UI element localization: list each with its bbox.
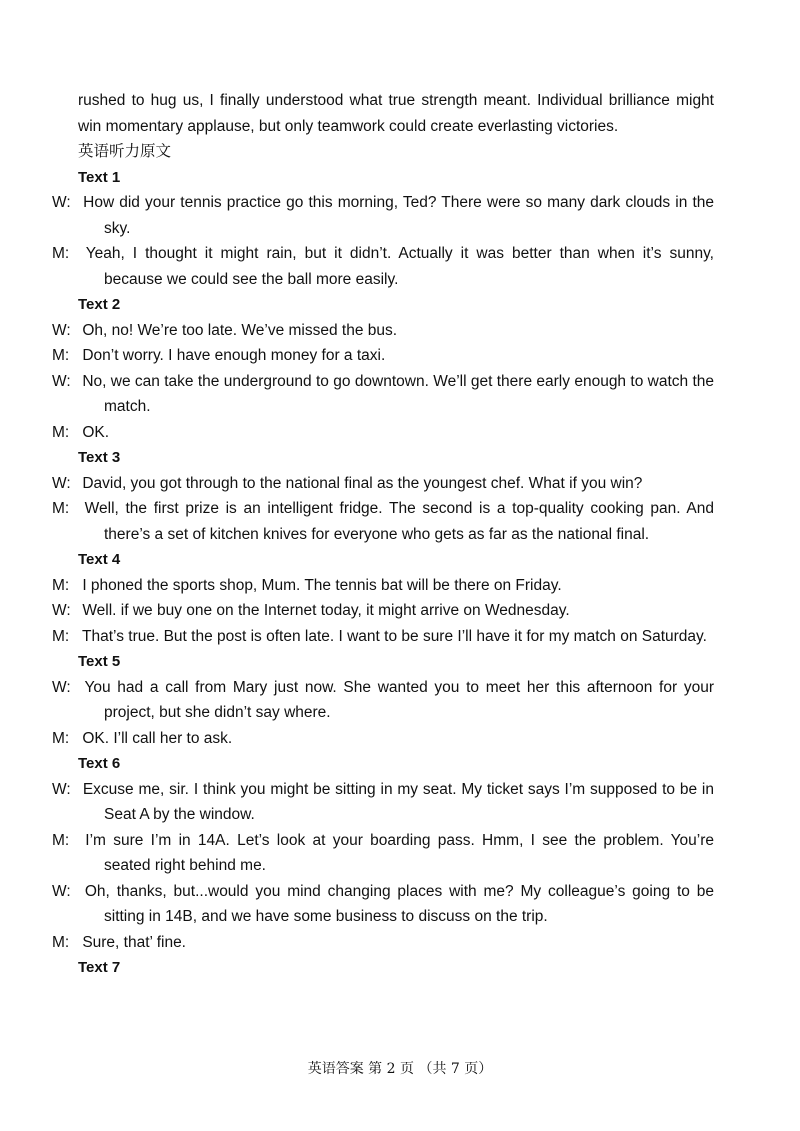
text-heading: Text 6 — [78, 755, 121, 772]
dialogue-text: Well. if we buy one on the Internet today, it might arrive on Wednesday. — [82, 602, 570, 619]
text-heading: Text 2 — [78, 296, 121, 313]
dialogue-text: Oh, thanks, but...would you mind changing places with me? My colleague’s going to be sitting in 14B, and we have some business to discuss on the trip. — [84, 882, 714, 925]
dialogue-line: M: Yeah, I thought it might rain, but it didn’t. Actually it was better than when it’s sunny, because we could see the ball more easily. — [52, 245, 714, 288]
dialogue-text: David, you got through to the national final as the youngest chef. What if you win? — [82, 474, 643, 492]
dialogue-text: OK. I’ll call her to ask. — [82, 729, 233, 747]
dialogue-line: W: Excuse me, sir. I think you might be sitting in my seat. My ticket says I’m supposed to be in Seat A by the window. — [52, 780, 714, 823]
dialogue-text: Yeah, I thought it might rain, but it didn’t. Actually it was better than when it’s sunny, because we could see the ball more easily. — [85, 245, 714, 288]
dialogue-line: M: Don’t worry. I have enough money for a taxi. — [52, 347, 386, 364]
dialogue-line: M: I phoned the sports shop, Mum. The tennis bat will be there on Friday. — [52, 576, 562, 594]
dialogue-text: Excuse me, sir. I think you might be sitting in my seat. My ticket says I’m supposed to be in Seat A by the window. — [82, 780, 714, 823]
dialogue-text: Sure, that’ fine. — [82, 933, 186, 951]
dialogue-text: How did your tennis practice go this morning, Ted? There were so many dark clouds in the sky. — [83, 194, 715, 237]
dialogue-line: W: Oh, no! We’re too late. We’ve missed the bus. — [52, 321, 398, 339]
dialogue-text: That’s true. But the post is often late. I want to be sure I’ll have it for my match on Saturday. — [82, 627, 707, 645]
text-heading: Text 1 — [78, 168, 121, 186]
dialogue-line: M: That’s true. But the post is often late. I want to be sure I’ll have it for my match on Saturday. — [52, 627, 707, 645]
dialogue-line: W: David, you got through to the national final as the youngest chef. What if you win? — [52, 474, 643, 492]
dialogue-text: OK. — [82, 423, 110, 441]
section-title: 英语听力原文 — [78, 142, 172, 160]
dialogue-line: W: Oh, thanks, but...would you mind changing places with me? My colleague’s going to be sitting in 14B, and we have some business to discuss on the trip. — [52, 882, 714, 925]
dialogue-text: I phoned the sports shop, Mum. The tennis bat will be there on Friday. — [82, 576, 562, 594]
dialogue-line: W: You had a call from Mary just now. She wanted you to meet her this afternoon for your project, but she didn’t say where. — [52, 678, 714, 721]
dialogue-line: M: I’m sure I’m in 14A. Let’s look at your boarding pass. Hmm, I see the problem. You’re seated right behind me. — [52, 831, 715, 874]
text-heading: Text 5 — [78, 653, 121, 670]
dialogue-line: W: No, we can take the underground to go downtown. We’ll get there early enough to watch the match. — [52, 372, 715, 415]
dialogue-text: I’m sure I’m in 14A. Let’s look at your boarding pass. Hmm, I see the problem. You’re seated right behind me. — [85, 831, 715, 874]
dialogue-line: M: Well, the first prize is an intelligent fridge. The second is a top-quality cooking pan. And there’s a set of kitchen knives for everyone who gets as far as the national final. — [52, 500, 714, 543]
dialogue-text: No, we can take the underground to go downtown. We’ll get there early enough to watch the match. — [82, 372, 715, 415]
dialogue-line: W: Well. if we buy one on the Internet today, it might arrive on Wednesday. — [52, 602, 570, 619]
dialogue-line: W: How did your tennis practice go this morning, Ted? There were so many dark clouds in the sky. — [52, 194, 715, 237]
dialogue-text: Well, the first prize is an intelligent fridge. The second is a top-quality cooking pan. And there’s a set of kitchen knives for everyone who gets as far as the national final. — [84, 500, 714, 543]
text-heading: Text 4 — [78, 551, 121, 568]
transcript-list — [52, 165, 715, 981]
text-heading: Text 3 — [78, 449, 121, 466]
page-footer: 英语答案 第 2 页 （共 7 页） — [307, 1061, 493, 1077]
dialogue-line: M: OK. — [52, 423, 110, 441]
text-heading: Text 7 — [78, 959, 121, 976]
page-content — [52, 88, 715, 981]
intro-paragraph: rushed to hug us, I finally understood what true strength meant. Individual brilliance might win momentary applause, but only teamwork could create everlasting victories. — [78, 92, 714, 135]
dialogue-line: M: Sure, that’ fine. — [52, 933, 186, 951]
dialogue-text: You had a call from Mary just now. She wanted you to meet her this afternoon for your project, but she didn’t say where. — [84, 678, 714, 721]
dialogue-text: Oh, no! We’re too late. We’ve missed the bus. — [82, 321, 398, 339]
dialogue-text: Don’t worry. I have enough money for a taxi. — [82, 347, 386, 364]
dialogue-line: M: OK. I’ll call her to ask. — [52, 729, 233, 747]
